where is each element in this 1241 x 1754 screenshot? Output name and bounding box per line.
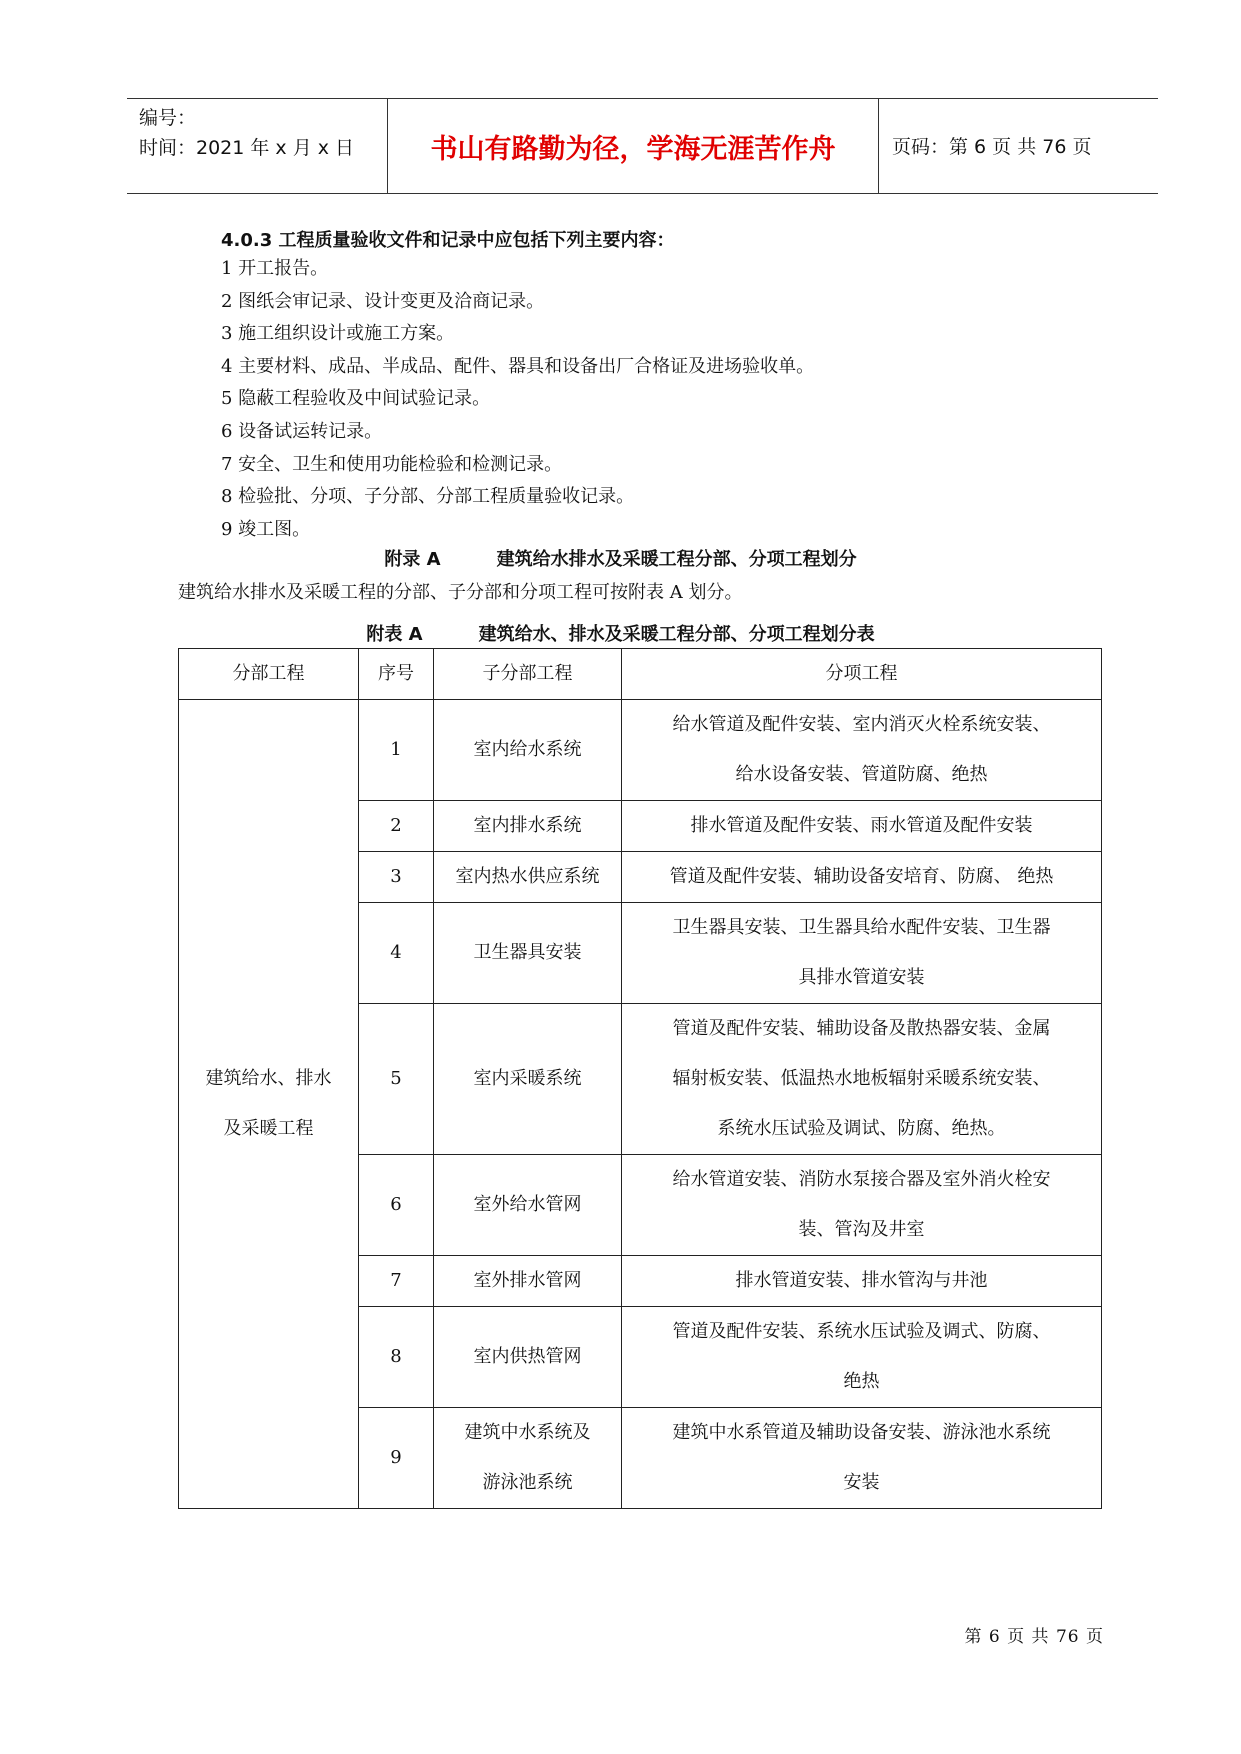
row-number-cell: 7	[359, 1256, 434, 1307]
items-line: 给水管道安装、消防水泵接合器及室外消火栓安	[672, 1169, 1051, 1190]
page-footer: 第 6 页 共 76 页	[964, 1627, 1104, 1647]
row-number-cell: 3	[359, 852, 434, 903]
category-cell	[179, 700, 359, 1509]
header-divider	[878, 99, 879, 193]
subdivision-cell	[434, 801, 622, 852]
row-number-cell: 6	[359, 1155, 434, 1256]
items-line: 系统水压试验及调试、防腐、绝热。	[717, 1118, 1006, 1139]
row-number-cell: 1	[359, 700, 434, 801]
list-item: 6 设备试运转记录。	[221, 420, 383, 442]
items-line: 管道及配件安装、辅助设备及散热器安装、金属	[672, 1018, 1051, 1039]
header-cell: 分项工程	[622, 649, 1102, 700]
subdivision-cell	[434, 1004, 622, 1155]
table-label: 附表 A	[366, 624, 423, 645]
list-item: 1 开工报告。	[221, 258, 329, 279]
section-heading: 4.0.3 工程质量验收文件和记录中应包括下列主要内容：	[221, 230, 675, 251]
subdivision-line: 室内给水系统	[473, 739, 582, 760]
division-table	[178, 648, 1102, 1509]
subdivision-line: 卫生器具安装	[473, 942, 582, 963]
document-header	[127, 98, 1158, 194]
items-cell	[622, 852, 1102, 903]
items-line: 管道及配件安装、辅助设备安培育、防腐、 绝热	[669, 866, 1054, 887]
subdivision-cell	[434, 852, 622, 903]
items-cell	[622, 1256, 1102, 1307]
items-line: 建筑中水系管道及辅助设备安装、游泳池水系统	[672, 1422, 1051, 1443]
subdivision-cell	[434, 1256, 622, 1307]
items-line: 辐射板安装、低温热水地板辐射采暖系统安装、	[672, 1068, 1051, 1089]
row-number-cell: 2	[359, 801, 434, 852]
header-divider	[387, 99, 388, 193]
items-cell	[622, 1408, 1102, 1509]
subdivision-line: 建筑中水系统及	[464, 1422, 591, 1443]
items-line: 排水管道及配件安装、雨水管道及配件安装	[690, 815, 1033, 836]
header-meta	[139, 103, 354, 163]
subdivision-cell	[434, 1307, 622, 1408]
appendix-description: 建筑给水排水及采暖工程的分部、子分部和分项工程可按附表 A 划分。	[178, 582, 743, 603]
list-item: 3 施工组织设计或施工方案。	[221, 323, 455, 345]
serial-label: 编号：	[139, 107, 197, 129]
header-motto: 书山有路勤为径，学海无涯苦作舟	[430, 134, 836, 165]
list-item: 7 安全、卫生和使用功能检验和检测记录。	[221, 453, 563, 475]
time-label: 时间：2021 年 x 月 x 日	[139, 137, 355, 159]
list-item: 5 隐蔽工程验收及中间试验记录。	[221, 388, 491, 410]
subdivision-line: 游泳池系统	[482, 1472, 573, 1493]
appendix-heading	[0, 545, 1241, 571]
items-line: 管道及配件安装、系统水压试验及调式、防腐、	[672, 1321, 1051, 1342]
items-cell	[622, 1004, 1102, 1155]
subdivision-line: 室内采暖系统	[473, 1068, 582, 1089]
items-line: 绝热	[843, 1371, 880, 1392]
items-line: 具排水管道安装	[798, 967, 925, 988]
row-number-cell: 4	[359, 903, 434, 1004]
subdivision-line: 室内热水供应系统	[455, 866, 600, 887]
table-row	[179, 700, 1102, 801]
subdivision-line: 室内供热管网	[473, 1346, 582, 1367]
items-cell	[622, 700, 1102, 801]
items-cell	[622, 1155, 1102, 1256]
items-cell	[622, 801, 1102, 852]
items-line: 排水管道安装、排水管沟与井池	[735, 1270, 988, 1291]
items-line: 装、管沟及井室	[798, 1219, 925, 1240]
header-cell: 分部工程	[179, 649, 359, 700]
list-item: 2 图纸会审记录、设计变更及洽商记录。	[221, 290, 545, 312]
list-item: 4 主要材料、成品、半成品、配件、器具和设备出厂合格证及进场验收单。	[221, 355, 815, 377]
table-title	[0, 620, 1241, 646]
subdivision-line: 室内排水系统	[473, 815, 582, 836]
subdivision-line: 室外排水管网	[473, 1270, 582, 1291]
row-number-cell: 8	[359, 1307, 434, 1408]
items-line: 卫生器具安装、卫生器具给水配件安装、卫生器	[672, 917, 1051, 938]
row-number-cell: 5	[359, 1004, 434, 1155]
subdivision-cell	[434, 1408, 622, 1509]
list-item: 8 检验批、分项、子分部、分部工程质量验收记录。	[221, 486, 635, 508]
header-page-info: 页码：第 6 页 共 76 页	[892, 136, 1092, 158]
category-line: 建筑给水、排水	[205, 1068, 332, 1089]
header-cell: 序号	[359, 649, 434, 700]
items-line: 给水管道及配件安装、室内消灭火栓系统安装、	[672, 714, 1051, 735]
items-cell	[622, 1307, 1102, 1408]
row-number-cell: 9	[359, 1408, 434, 1509]
subdivision-cell	[434, 1155, 622, 1256]
appendix-title: 建筑给水排水及采暖工程分部、分项工程划分	[496, 549, 857, 570]
items-line: 安装	[843, 1472, 880, 1493]
subdivision-line: 室外给水管网	[473, 1194, 582, 1215]
items-cell	[622, 903, 1102, 1004]
appendix-label: 附录 A	[384, 549, 441, 570]
subdivision-cell	[434, 903, 622, 1004]
items-line: 给水设备安装、管道防腐、绝热	[735, 764, 988, 785]
table-title-text: 建筑给水、排水及采暖工程分部、分项工程划分表	[478, 624, 875, 645]
table-header-row	[179, 649, 1102, 700]
list-item: 9 竣工图。	[221, 518, 311, 540]
requirement-list	[221, 253, 814, 546]
category-line: 及采暖工程	[223, 1118, 314, 1139]
subdivision-cell	[434, 700, 622, 801]
header-cell: 子分部工程	[434, 649, 622, 700]
